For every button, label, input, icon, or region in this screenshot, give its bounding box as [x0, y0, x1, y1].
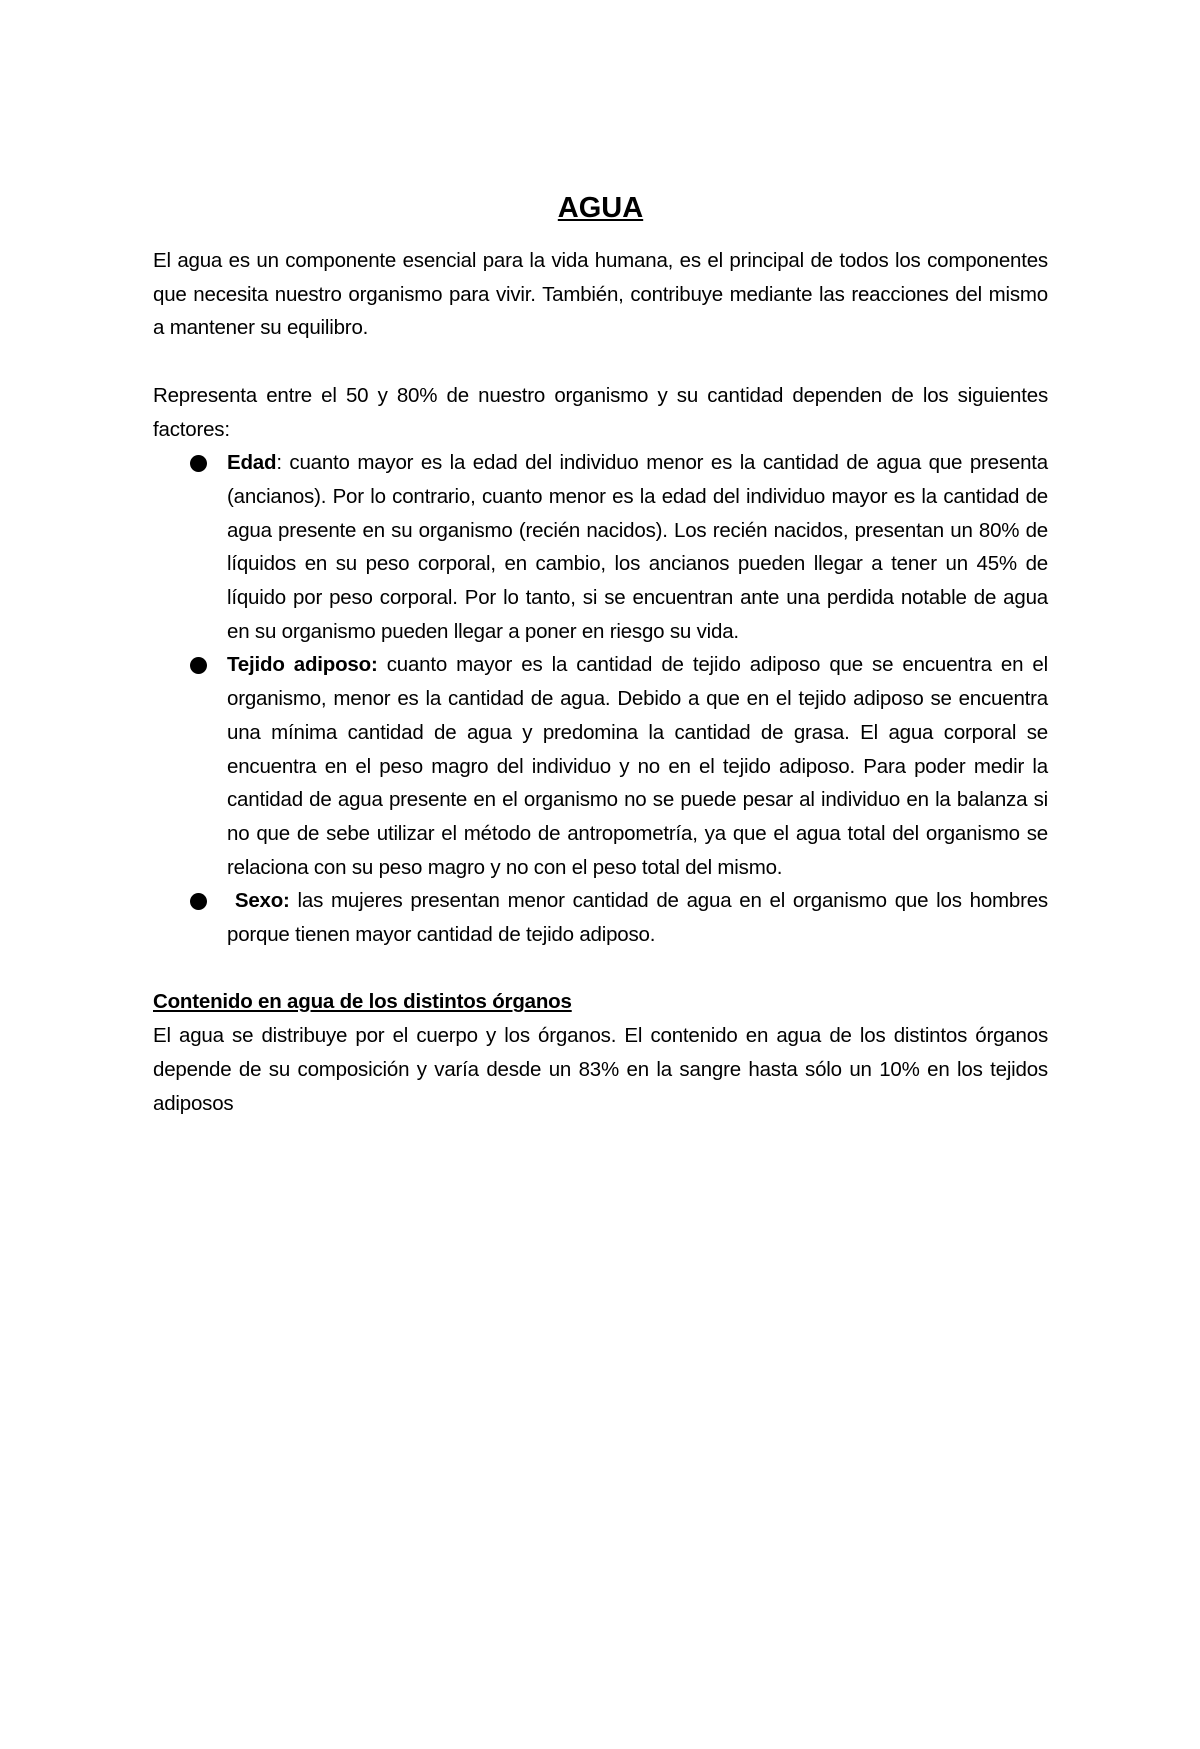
factor-text: cuanto mayor es la edad del individuo menor es la cantidad de agua que presenta (ancianos). Por lo contrario, cuanto menor es la edad del individuo mayor es la cantidad de agua presente en su organismo (recién nacidos). Los recién nacidos, presentan un 80% de líquidos en su peso corporal, en cambio, los ancianos pueden llegar a tener un 45% de líquido por peso corporal. Por lo tanto, si se encuentran ante una perdida notable de agua en su organismo pueden llegar a poner en riesgo su vida.: [227, 451, 1048, 643]
bullet-icon: [190, 893, 207, 910]
paragraph-gap: [153, 952, 1048, 986]
list-item: [227, 648, 1048, 884]
factor-separator: [290, 889, 298, 912]
factor-term: Tejido adiposo:: [227, 653, 378, 677]
intro-paragraph: El agua es un componente esencial para la vida humana, es el principal de todos los componentes que necesita nuestro organismo para vivir. También, contribuye mediante las reacciones del mismo a mantener su equilibro.: [153, 249, 1048, 340]
factor-text: las mujeres presentan menor cantidad de agua en el organismo que los hombres porque tienen mayor cantidad de tejido adiposo.: [227, 889, 1048, 947]
list-item: [227, 446, 1048, 648]
document-title: AGUA: [557, 192, 644, 224]
paragraph-gap: [153, 345, 1048, 379]
document-page: [153, 190, 1048, 1120]
factors-list: [153, 446, 1048, 952]
factor-term: Sexo:: [227, 889, 290, 913]
factor-separator: :: [276, 451, 290, 475]
factor-term: Edad: [227, 451, 277, 475]
bullet-icon: [190, 657, 207, 674]
factors-intro-paragraph: Representa entre el 50 y 80% de nuestro organismo y su cantidad dependen de los siguientes factores:: [153, 383, 1048, 441]
bullet-icon: [190, 455, 207, 472]
list-item: [227, 884, 1048, 951]
section-heading: Contenido en agua de los distintos órganos: [153, 990, 572, 1014]
factor-separator: [378, 653, 387, 676]
section-paragraph: El agua se distribuye por el cuerpo y los órganos. El contenido en agua de los distintos órganos depende de su composición y varía desde un 83% en la sangre hasta sólo un 10% en los tejidos adiposos: [153, 1024, 1048, 1115]
factor-text: cuanto mayor es la cantidad de tejido adiposo que se encuentra en el organismo, menor es la cantidad de agua. Debido a que en el tejido adiposo se encuentra una mínima cantidad de agua y predomina la cantidad de grasa. El agua corporal se encuentra en el peso magro del individuo y no en el tejido adiposo. Para poder medir la cantidad de agua presente en el organismo no se puede pesar al individuo en la balanza si no que de sebe utilizar el método de antropometría, ya que el agua total del organismo se relaciona con su peso magro y no con el peso total del mismo.: [227, 653, 1048, 879]
